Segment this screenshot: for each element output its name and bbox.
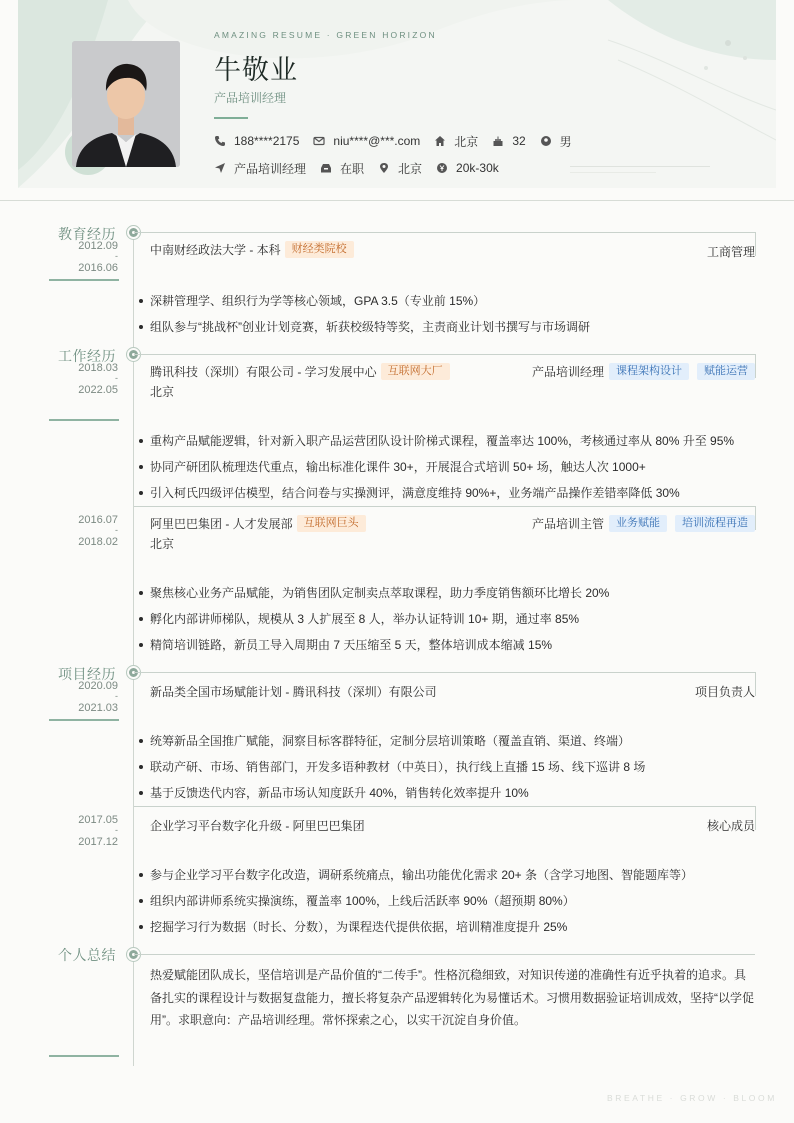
entry-divider [134,232,755,233]
work-location: 北京 [150,537,175,551]
bullet-text: 孵化内部讲师梯队，规模从 3 人扩展至 8 人，举办认证特训 10+ 期，通过率 85% [150,612,580,626]
section-underline [49,279,119,281]
list-item [139,458,646,475]
list-item [139,318,590,335]
entry-corner [755,506,756,530]
gender-text: 男 [559,134,572,149]
mail-icon [313,135,325,147]
role-tag: 业务赋能 [609,515,667,532]
school-text: 中南财经政法大学 - 本科 [150,243,281,257]
entry-end-date: 2016.06 [78,262,118,274]
entry-corner [755,354,756,378]
entry-start-date: 2017.05 [78,814,118,826]
entry-divider [134,806,755,807]
date-separator: - [115,691,118,701]
list-item [139,484,680,501]
job-info-row [214,160,513,176]
entry-corner [755,806,756,830]
home-icon [434,135,446,147]
status-item [320,160,364,177]
inbox-icon [320,162,332,174]
entry-end-date: 2022.05 [78,384,118,396]
footer-slogan: BREATHE · GROW · BLOOM [607,1093,777,1103]
header-deco-line [570,166,710,167]
phone-icon [214,135,226,147]
target-role-item [214,160,306,177]
entry-corner [755,232,756,256]
job-role [532,363,755,380]
section-underline [49,419,119,421]
bullet-text: 深耕管理学、组织行为学等核心领域，GPA 3.5（专业前 15%） [150,294,486,308]
work-section-title: 工作经历 [58,348,116,364]
bullet-text: 联动产研、市场、销售部门，开发多语种教材（中英日），执行线上直播 15 场、线下巡讲 8 场 [150,760,646,774]
entry-start-date: 2020.09 [78,680,118,692]
entry-divider [134,354,755,355]
header-divider [0,200,794,201]
project-role: 核心成员 [706,819,755,833]
gender-item [540,133,572,150]
entry-end-date: 2017.12 [78,836,118,848]
project-name: 企业学习平台数字化升级 - 阿里巴巴集团 [150,819,365,833]
bullet-text: 协同产研团队梳理迭代重点，输出标准化课件 30+，开展混合式培训 50+ 场，触达人次 1000+ [150,460,646,474]
bullet-text: 参与企业学习平台数字化改造，调研系统痛点，输出功能优化需求 20+ 条（含学习地图、智能题库等） [150,868,694,882]
salary-item [436,161,499,175]
list-item [139,432,734,449]
phone-text: 188****2175 [234,134,300,148]
date-separator: - [115,373,118,383]
list-item [139,918,567,935]
salary-icon [436,162,448,174]
work-location: 北京 [150,385,175,399]
list-item [139,784,529,801]
company-text: 阿里巴巴集团 - 人才发展部 [150,517,293,531]
entry-divider [134,506,755,507]
resume-kicker: AMAZING RESUME · GREEN HORIZON [214,30,437,40]
header-deco-line [570,172,656,173]
cake-icon [492,135,504,147]
candidate-name: 牛敬业 [214,55,298,85]
age-text: 32 [512,134,526,148]
date-separator: - [115,825,118,835]
city-text: 北京 [398,161,423,176]
section-underline [49,719,119,721]
job-role [532,515,755,532]
major: 工商管理 [706,245,755,259]
bullet-text: 统筹新品全国推广赋能，洞察目标客群特征，定制分层培训策略（覆盖直销、渠道、终端） [150,734,631,748]
entry-end-date: 2021.03 [78,702,118,714]
projects-section-title: 项目经历 [58,666,116,682]
salary-text: 20k-30k [456,161,499,175]
entry-start-date: 2016.07 [78,514,118,526]
profile-photo [72,41,180,167]
phone-item [214,134,299,148]
list-item [139,610,579,627]
entry-end-date: 2018.02 [78,536,118,548]
company-tag: 互联网巨头 [297,515,366,532]
bullet-text: 组队参与“挑战杯”创业计划竞赛，斩获校级特等奖，主责商业计划书撰写与市场调研 [150,320,590,334]
list-item [139,732,630,749]
education-section-title: 教育经历 [58,226,116,242]
age-item [492,134,525,148]
bullet-text: 精简培训链路，新员工导入周期由 7 天压缩至 5 天，整体培训成本缩减 15% [150,638,553,652]
city-item [378,160,422,177]
title-underline [214,117,248,119]
home-item [434,133,478,150]
home-text: 北京 [454,134,479,149]
bullet-text: 重构产品赋能逻辑，针对新入职产品运营团队设计阶梯式课程，覆盖率达 100%，考核通过率从 80% 升至 95% [150,434,735,448]
project-name: 新品类全国市场赋能计划 - 腾讯科技（深圳）有限公司 [150,685,437,699]
entry-divider [134,954,755,955]
summary-section-title: 个人总结 [58,947,116,963]
email-item [313,134,420,148]
date-separator: - [115,525,118,535]
project-role: 项目负责人 [694,685,755,699]
company-tag: 互联网大厂 [381,363,450,380]
entry-start-date: 2018.03 [78,362,118,374]
target-role-text: 产品培训经理 [234,161,307,176]
bullet-text: 组织内部讲师系统实操演练，覆盖率 100%，上线后活跃率 90%（超预期 80%） [150,894,575,908]
entry-divider [134,672,755,673]
bullet-text: 挖掘学习行为数据（时长、分数），为课程迭代提供依据，培训精准度提升 25% [150,920,568,934]
send-icon [214,162,226,174]
role-tag: 课程架构设计 [609,363,689,380]
list-item [139,758,645,775]
school-tag: 财经类院校 [285,241,354,258]
summary-text: 热爱赋能团队成长，坚信培训是产品价值的“二传手”。性格沉稳细致，对知识传递的准确性有近乎执着的追求。具备扎实的课程设计与数据复盘能力，擅长将复杂产品逻辑转化为易懂话术。习惯用数据验证培训成效，坚持“以学促用”。求职意向：产品培训经理。常怀探索之心，以实干沉淀自身价值。 [150,968,755,1027]
role-tag: 培训流程再造 [675,515,755,532]
role-tag: 赋能运营 [697,363,755,380]
bullet-text: 引入柯氏四级评估模型，结合问卷与实操测评，满意度维持 90%+，业务端产品操作差错率降低 30% [150,486,680,500]
company-text: 腾讯科技（深圳）有限公司 - 学习发展中心 [150,365,377,379]
role-text: 产品培训经理 [531,365,604,379]
entry-start-date: 2012.09 [78,240,118,252]
list-item [139,292,485,309]
candidate-title: 产品培训经理 [214,91,287,105]
section-underline [49,1055,119,1057]
school-name [150,241,354,258]
company-name [150,515,366,532]
entry-corner [755,672,756,696]
company-name [150,363,450,380]
list-item [139,636,552,653]
date-separator: - [115,251,118,261]
location-pin-icon [378,162,390,174]
email-text: niu****@***.com [333,134,421,148]
list-item [139,866,693,883]
list-item [139,584,609,601]
bullet-text: 聚焦核心业务产品赋能，为销售团队定制卖点萃取课程，助力季度销售额环比增长 20% [150,586,610,600]
list-item [139,892,575,909]
gender-icon [540,135,552,147]
contact-info-row [214,133,586,149]
status-text: 在职 [340,161,365,176]
role-text: 产品培训主管 [531,517,604,531]
bullet-text: 基于反馈迭代内容，新品市场认知度跃升 40%，销售转化效率提升 10% [150,786,529,800]
